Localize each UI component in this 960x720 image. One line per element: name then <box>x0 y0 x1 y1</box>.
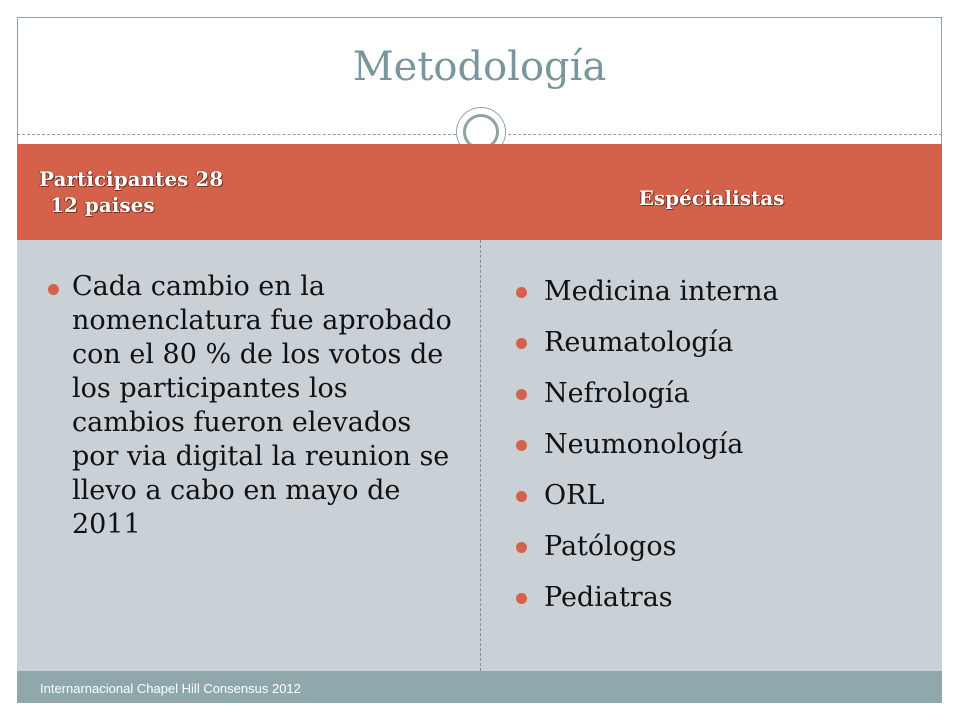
list-item <box>516 273 926 324</box>
bullet-icon <box>516 440 527 451</box>
header-countries-count: 12 paises <box>50 193 155 217</box>
list-item-text: Reumatología <box>544 327 734 358</box>
list-item <box>516 426 926 477</box>
list-item-text: Patólogos <box>544 531 677 562</box>
bullet-icon <box>516 593 527 604</box>
list-item-text: Cada cambio en la nomenclatura fue aprobado con el 80 % de los votos de los participantes los cambios fueron elevados por via digital la reunion se llevo a cabo en mayo de 2011 <box>72 271 452 540</box>
bullet-icon <box>516 338 527 349</box>
list-item <box>516 477 926 528</box>
bullet-icon <box>516 287 527 298</box>
header-participants-count: Participantes 28 <box>39 167 224 191</box>
column-divider <box>480 240 481 671</box>
bullet-icon <box>48 284 59 295</box>
list-item <box>48 270 458 542</box>
list-item-text: Nefrología <box>544 378 690 409</box>
header-specialists: Espécialistas <box>638 186 785 210</box>
header-participants <box>39 166 459 218</box>
list-item <box>516 324 926 375</box>
footer-text: Internarnacional Chapel Hill Consensus 2012 <box>40 681 301 696</box>
slide-title: Metodología <box>352 44 607 90</box>
list-item <box>516 528 926 579</box>
list-item <box>516 579 926 630</box>
list-item <box>516 375 926 426</box>
list-item-text: ORL <box>544 480 605 511</box>
list-item-text: Pediatras <box>544 582 673 613</box>
bullet-icon <box>516 542 527 553</box>
methodology-list <box>48 270 458 542</box>
bullet-icon <box>516 491 527 502</box>
list-item-text: Neumonología <box>544 429 744 460</box>
specialties-list <box>516 273 926 630</box>
list-item-text: Medicina interna <box>544 276 779 307</box>
bullet-icon <box>516 389 527 400</box>
